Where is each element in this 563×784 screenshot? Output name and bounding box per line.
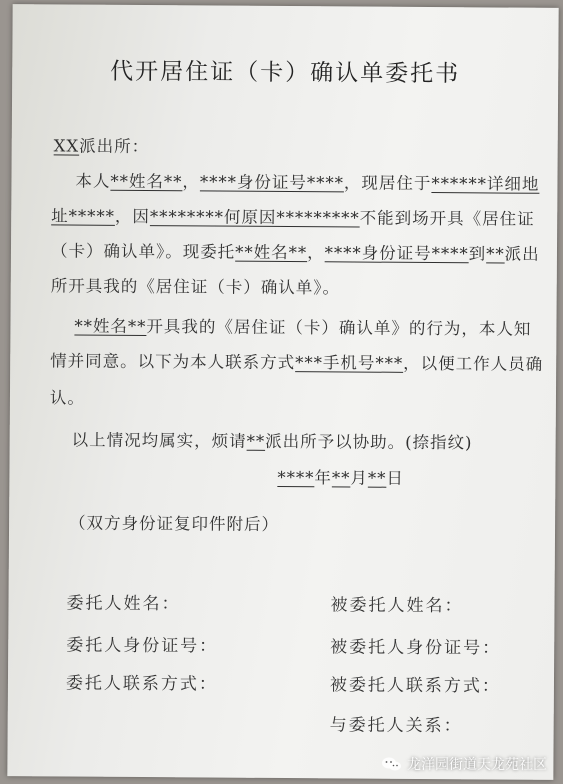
document-title: 代开居住证（卡）确认单委托书 — [110, 58, 461, 88]
month-blank: ** — [331, 468, 351, 488]
para1-line1 — [75, 168, 539, 195]
principal-id-blank: ****身份证号**** — [199, 172, 345, 193]
watermark-text: 龙洋园街道天龙苑社区 — [407, 757, 547, 773]
para2-line1 — [74, 313, 531, 340]
year-label: 年 — [314, 468, 332, 488]
month-label: 月 — [350, 468, 368, 488]
text: 情并同意。以下为本人联系方式 — [50, 351, 296, 373]
addressee-suffix: 派出所： — [79, 136, 150, 157]
text: 本人 — [75, 171, 111, 191]
para3-line — [72, 427, 473, 454]
agent-relation-label: 与委托人关系： — [329, 715, 463, 737]
text: ， — [307, 243, 325, 263]
principal-id-label: 委托人身份证号： — [66, 635, 219, 657]
agent-id-label: 被委托人身份证号： — [330, 637, 502, 659]
text: 开具我的《居住证（卡）确认单》的行为，本人知 — [146, 317, 532, 339]
addressee-station: XX — [53, 136, 80, 156]
date-line — [277, 464, 404, 489]
para1-line2 — [51, 202, 535, 229]
address-blank-cont: 址***** — [51, 206, 116, 226]
station-blank: ** — [486, 244, 505, 264]
phone-blank: ***手机号*** — [295, 353, 404, 373]
text: ，以便工作人员确 — [403, 353, 544, 374]
agent-id-blank: ****身份证号**** — [324, 243, 469, 264]
para1-line3 — [51, 237, 540, 264]
para2-line2 — [50, 347, 543, 374]
principal-name-label: 委托人姓名： — [66, 593, 181, 615]
day-label: 日 — [386, 468, 404, 488]
reason-blank: ********何原因********* — [149, 207, 360, 228]
attachment-note: （双方身份证复印件附后） — [69, 513, 280, 534]
text: ，现居住于 — [343, 173, 432, 194]
text: ，因 — [114, 206, 151, 227]
text: 以上情况均属实，烦请 — [71, 430, 247, 451]
agent-contact-label: 被委托人联系方式： — [329, 675, 502, 697]
text: 派出 — [504, 244, 540, 264]
principal-name-blank: **姓名** — [110, 171, 183, 192]
para1-line4: 所开具我的《居住证（卡）确认单》。 — [50, 276, 341, 298]
text: 派出所予以协助。(捺指纹) — [265, 431, 473, 453]
principal-contact-label: 委托人联系方式： — [65, 673, 219, 695]
agent-name-label: 被委托人姓名： — [330, 595, 464, 617]
agent-name-blank: **姓名** — [235, 242, 308, 263]
year-blank: **** — [277, 467, 315, 488]
account-watermark — [381, 754, 547, 774]
text: 不能到场开具《居住证 — [359, 208, 535, 229]
addressee-line — [54, 132, 150, 157]
day-blank: ** — [367, 468, 387, 488]
document-paper — [7, 4, 558, 780]
text: ， — [182, 172, 201, 192]
text: 到 — [468, 244, 487, 264]
wechat-icon — [381, 756, 403, 772]
para2-line3: 认。 — [49, 388, 86, 408]
station-blank-2: ** — [246, 431, 266, 451]
text: （卡）确认单》。现委托 — [50, 241, 236, 262]
agent-name-blank-2: **姓名** — [74, 316, 147, 337]
address-blank: ******详细地 — [431, 174, 540, 194]
